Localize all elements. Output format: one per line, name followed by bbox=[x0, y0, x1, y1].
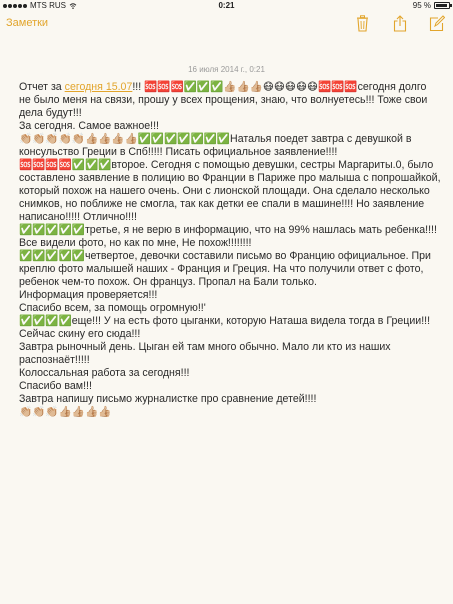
back-to-notes-button[interactable]: Заметки bbox=[6, 17, 49, 29]
note-body[interactable] bbox=[19, 81, 441, 419]
status-right bbox=[413, 1, 450, 10]
note-line: Спасибо вам!!! bbox=[19, 380, 92, 392]
status-bar bbox=[0, 0, 453, 12]
note-date: 16 июля 2014 г., 0:21 bbox=[188, 65, 265, 74]
note-line: ✅✅✅✅✅третье, я не верю в информацию, что на 99% нашлась мать ребенка!!!! Все видели фото, но как по мне, Не похож!!!!!!!! bbox=[19, 224, 437, 249]
note-line: Спасибо всем, за помощь огромную!!' bbox=[19, 302, 206, 314]
note-line: Завтра рыночный день. Цыган ей там много обычно. Мало ли кто из наших распознаёт!!!!! bbox=[19, 341, 391, 366]
note-line: Сейчас скину его сюда!!! bbox=[19, 328, 141, 340]
note-line: Информация проверяется!!! bbox=[19, 289, 158, 301]
note-line: Отчет за сегодня 15.07!!! 🆘🆘🆘✅✅✅👍🏼👍🏼👍🏼😷😷😷😷😷🆘🆘🆘сегодня долго не было меня на связи, прошу у всех прощения, знаю, что волнуетесь!!! Тоже свои дела будут!!! bbox=[19, 81, 428, 119]
note-line: ✅✅✅✅✅четвертое, девочки составили письмо во Францию официальное. При креплю фото малышей наших - Франция и Греция. На что получили ответ с фото, ребенок чем-то похож. Он француз. Пропал на Бали только. bbox=[19, 250, 431, 288]
nav-bar bbox=[0, 12, 453, 36]
note-line: Завтра напишу письмо журналистке про сравнение детей!!!! bbox=[19, 393, 317, 405]
note-line: 👏🏼👏🏼👏🏼👍🏼👍🏼👍🏼👍🏼 bbox=[19, 406, 112, 418]
share-icon[interactable] bbox=[393, 15, 407, 32]
note-line: 👏🏼👏🏼👏🏼👏🏼👏🏼👍🏼👍🏼👍🏼👍🏼✅✅✅✅✅✅✅Наталья поедет завтра с девушкой в консульство Греции в Спб!!!!! Писать официальное заявление!!!! bbox=[19, 133, 412, 158]
trash-icon[interactable] bbox=[356, 15, 369, 32]
note-line: За сегодня. Самое важное!!! bbox=[19, 120, 159, 132]
carrier-label: MTS RUS bbox=[30, 1, 66, 10]
battery-percent: 95 % bbox=[412, 1, 431, 10]
date-link[interactable]: сегодня 15.07 bbox=[64, 81, 133, 93]
status-time: 0:21 bbox=[218, 1, 235, 10]
note-line: ✅✅✅✅еще!!! У на есть фото цыганки, которую Наташа видела тогда в Греции!!! bbox=[19, 315, 431, 327]
note-line: 🆘🆘🆘🆘✅✅✅второе. Сегодня с помощью девушки, сестры Маргариты.0, было составлено заявление в полицию во Франции в Париже про малыша с попрошайкой, который похож на нашего очень. Они с лионской площади. Она сделало несколько снимков, но поближе не смогла, так как детки ее спали в машине!!!! Но заявление написано!!!!! Отлично!!!! bbox=[19, 159, 441, 223]
battery-icon bbox=[434, 2, 450, 9]
compose-icon[interactable] bbox=[429, 15, 445, 32]
note-line: Колоссальная работа за сегодня!!! bbox=[19, 367, 190, 379]
